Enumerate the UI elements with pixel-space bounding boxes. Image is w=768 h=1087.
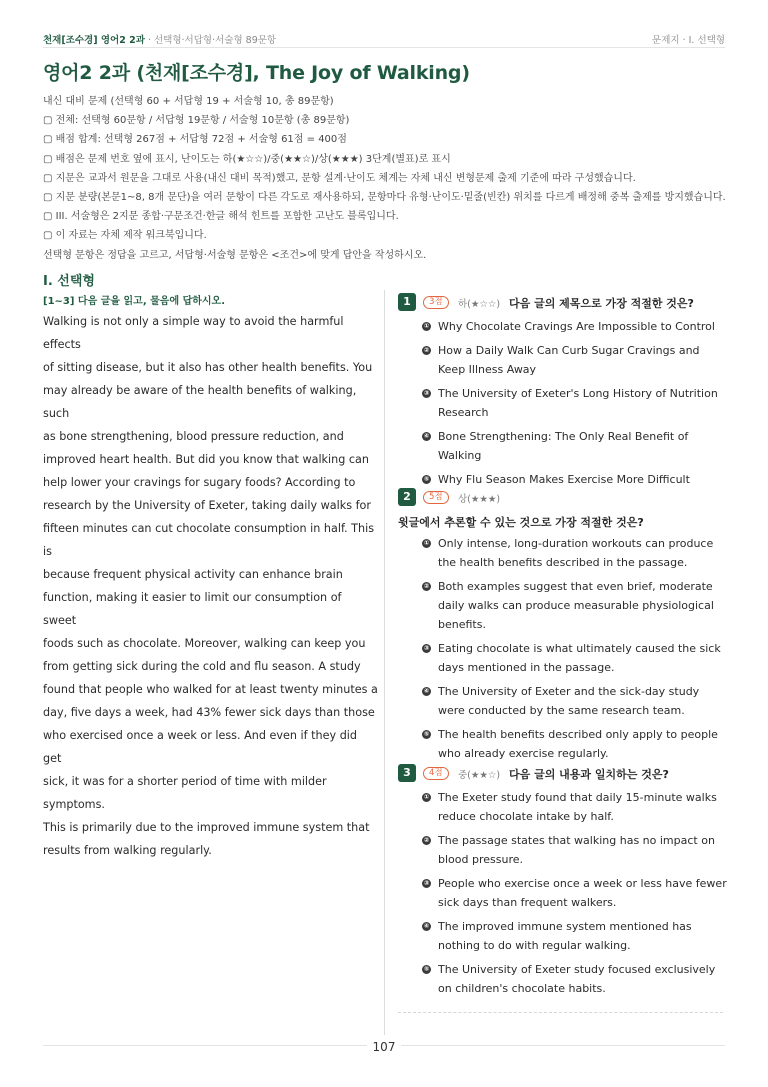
option-marker: ③ — [423, 644, 430, 652]
page-title: 영어2 2과 (천재[조수경], The Joy of Walking) — [43, 62, 470, 84]
difficulty-label: 상(★★★) — [458, 494, 501, 505]
question-prompt: 다음 글의 내용과 일치하는 것은? — [509, 768, 669, 781]
answer-option[interactable] — [398, 317, 728, 336]
meta-line: ▢ 배점은 문제 번호 옆에 표시, 난이도는 하(★☆☆)/중(★★☆)/상(★★★) 3단계(별표)로 표시 — [43, 153, 451, 165]
section-title: I. 선택형 — [43, 274, 95, 289]
option-marker: ④ — [423, 432, 430, 440]
meta-line: 선택형 문항은 정답을 고르고, 서답형·서술형 문항은 <조건>에 맞게 답안을 작성하시오. — [43, 249, 427, 261]
question-prompt: 윗글에서 추론할 수 있는 것으로 가장 적절한 것은? — [398, 516, 644, 529]
option-marker: ① — [423, 539, 430, 547]
passage-line: Walking is not only a simple way to avoid the harmful effects — [43, 315, 344, 351]
question-3 — [398, 764, 728, 1003]
passage-line: This is primarily due to the improved immune system that — [43, 821, 370, 834]
passage-line: research by the University of Exeter, taking daily walks for — [43, 499, 371, 512]
passage-line: from getting sick during the cold and flu season. A study — [43, 660, 361, 673]
option-marker: ⑤ — [423, 965, 430, 973]
page-number — [0, 1040, 768, 1054]
option-marker: ④ — [423, 922, 430, 930]
meta-line: ▢ III. 서술형은 2지문 종합·구문조건·한글 해석 힌트를 포함한 고난도 블록입니다. — [43, 211, 399, 223]
running-header — [43, 30, 725, 48]
option-text: The health benefits described only apply to people who already exercise regularly. — [438, 728, 718, 760]
answer-option[interactable] — [398, 725, 728, 763]
question-header — [398, 764, 728, 784]
option-text: Why Chocolate Cravings Are Impossible to Control — [438, 320, 715, 333]
answer-option[interactable] — [398, 341, 728, 379]
answer-option[interactable] — [398, 470, 728, 489]
page-number-text: 107 — [367, 1040, 402, 1054]
option-marker: ② — [423, 582, 430, 590]
meta-line: 내신 대비 문제 (선택형 60 + 서답형 19 + 서술형 10, 총 89문항) — [43, 96, 334, 107]
option-list — [398, 788, 728, 998]
answer-option[interactable] — [398, 874, 728, 912]
passage-line: may already be aware of the health benefits of walking, such — [43, 384, 357, 420]
question-header — [398, 293, 728, 313]
option-text: The University of Exeter study focused exclusively on children's chocolate habits. — [438, 963, 716, 995]
answer-option[interactable] — [398, 831, 728, 869]
header-brand: 천재[조수경] 영어2 2과 — [43, 35, 145, 46]
reading-passage — [43, 310, 378, 862]
passage-line: because frequent physical activity can enhance brain — [43, 568, 343, 581]
option-marker: ⑤ — [423, 475, 430, 483]
passage-line: improved heart health. But did you know that walking can — [43, 453, 369, 466]
points-badge: 5점 — [423, 491, 449, 504]
column-divider — [384, 290, 385, 1035]
difficulty-label: 중(★★☆) — [458, 770, 501, 781]
question-number-badge: 3 — [398, 764, 416, 782]
option-text: Eating chocolate is what ultimately caused the sick days mentioned in the passage. — [438, 642, 721, 674]
option-text: The passage states that walking has no impact on blood pressure. — [438, 834, 715, 866]
answer-option[interactable] — [398, 534, 728, 572]
passage-line: found that people who walked for at least twenty minutes a — [43, 683, 378, 696]
option-text: Bone Strengthening: The Only Real Benefit of Walking — [438, 430, 689, 462]
question-header — [398, 488, 728, 508]
question-1 — [398, 293, 728, 494]
option-marker: ② — [423, 836, 430, 844]
passage-line: results from walking regularly. — [43, 844, 212, 857]
option-list — [398, 317, 728, 489]
option-text: Only intense, long-duration workouts can produce the health benefits described in the passage. — [438, 537, 714, 569]
passage-line: fifteen minutes can cut chocolate consumption in half. This is — [43, 522, 375, 558]
points-badge: 4점 — [423, 767, 449, 780]
option-marker: ④ — [423, 687, 430, 695]
question-number-badge: 2 — [398, 488, 416, 506]
answer-option[interactable] — [398, 384, 728, 422]
option-list — [398, 534, 728, 763]
passage-line: foods such as chocolate. Moreover, walking can keep you — [43, 637, 366, 650]
option-text: How a Daily Walk Can Curb Sugar Cravings and Keep Illness Away — [438, 344, 700, 376]
passage-line: help lower your cravings for sugary foods? According to — [43, 476, 356, 489]
option-marker: ⑤ — [423, 730, 430, 738]
passage-line: sick, it was for a shorter period of time with milder symptoms. — [43, 775, 327, 811]
meta-line: ▢ 전체: 선택형 60문항 / 서답형 19문항 / 서술형 10문항 (총 89문항) — [43, 115, 350, 127]
option-text: Why Flu Season Makes Exercise More Difficult — [438, 473, 690, 486]
answer-option[interactable] — [398, 577, 728, 634]
passage-line: as bone strengthening, blood pressure reduction, and — [43, 430, 344, 443]
header-section-label: 문제지 · I. 선택형 — [652, 35, 725, 46]
passage-line: of sitting disease, but it also has other health benefits. You — [43, 361, 373, 374]
option-text: Both examples suggest that even brief, moderate daily walks can produce measurable physiological benefits. — [438, 580, 714, 631]
option-marker: ② — [423, 346, 430, 354]
header-subtitle: · 선택형·서답형·서술형 89문항 — [147, 35, 277, 46]
option-text: The improved immune system mentioned has nothing to do with regular walking. — [438, 920, 692, 952]
meta-line: ▢ 이 자료는 자체 제작 워크북입니다. — [43, 230, 207, 242]
running-header-left — [43, 32, 276, 46]
answer-option[interactable] — [398, 682, 728, 720]
option-marker: ① — [423, 793, 430, 801]
passage-line: function, making it easier to limit our consumption of sweet — [43, 591, 342, 627]
points-badge: 3점 — [423, 296, 449, 309]
meta-info — [43, 92, 733, 265]
passage-line: day, five days a week, had 43% fewer sick days than those — [43, 706, 375, 719]
answer-option[interactable] — [398, 639, 728, 677]
question-2 — [398, 488, 728, 768]
meta-line: ▢ 지문은 교과서 원문을 그대로 사용(내신 대비 목적)했고, 문항 설계·난이도 체계는 자체 내신 변형문제 출제 기준에 따라 구성했습니다. — [43, 172, 636, 184]
column-end-divider — [398, 1012, 723, 1013]
question-instruction: [1~3] 다음 글을 읽고, 물음에 답하시오. — [43, 296, 226, 307]
question-prompt: 다음 글의 제목으로 가장 적절한 것은? — [509, 297, 694, 310]
answer-option[interactable] — [398, 788, 728, 826]
option-text: The University of Exeter and the sick-day study were conducted by the same research team. — [438, 685, 700, 717]
option-marker: ① — [423, 322, 430, 330]
option-marker: ③ — [423, 389, 430, 397]
difficulty-label: 하(★☆☆) — [458, 299, 501, 310]
option-marker: ③ — [423, 879, 430, 887]
answer-option[interactable] — [398, 917, 728, 955]
meta-line: ▢ 배점 합계: 선택형 267점 + 서답형 72점 + 서술형 61점 = 400점 — [43, 134, 347, 146]
option-text: The University of Exeter's Long History of Nutrition Research — [438, 387, 718, 419]
answer-option[interactable] — [398, 427, 728, 465]
passage-line: who exercised once a week or less. And even if they did get — [43, 729, 358, 765]
question-number-badge: 1 — [398, 293, 416, 311]
option-text: The Exeter study found that daily 15-minute walks reduce chocolate intake by half. — [438, 791, 717, 823]
answer-option[interactable] — [398, 960, 728, 998]
meta-line: ▢ 지문 분량(본문1~8, 8개 문단)을 여러 문항이 다른 각도로 재사용하되, 문항마다 유형·난이도·밑줄(빈칸) 위치를 다르게 배정해 중복 출제를 방지했습니다. — [43, 191, 726, 203]
option-text: People who exercise once a week or less have fewer sick days than frequent walkers. — [438, 877, 727, 909]
